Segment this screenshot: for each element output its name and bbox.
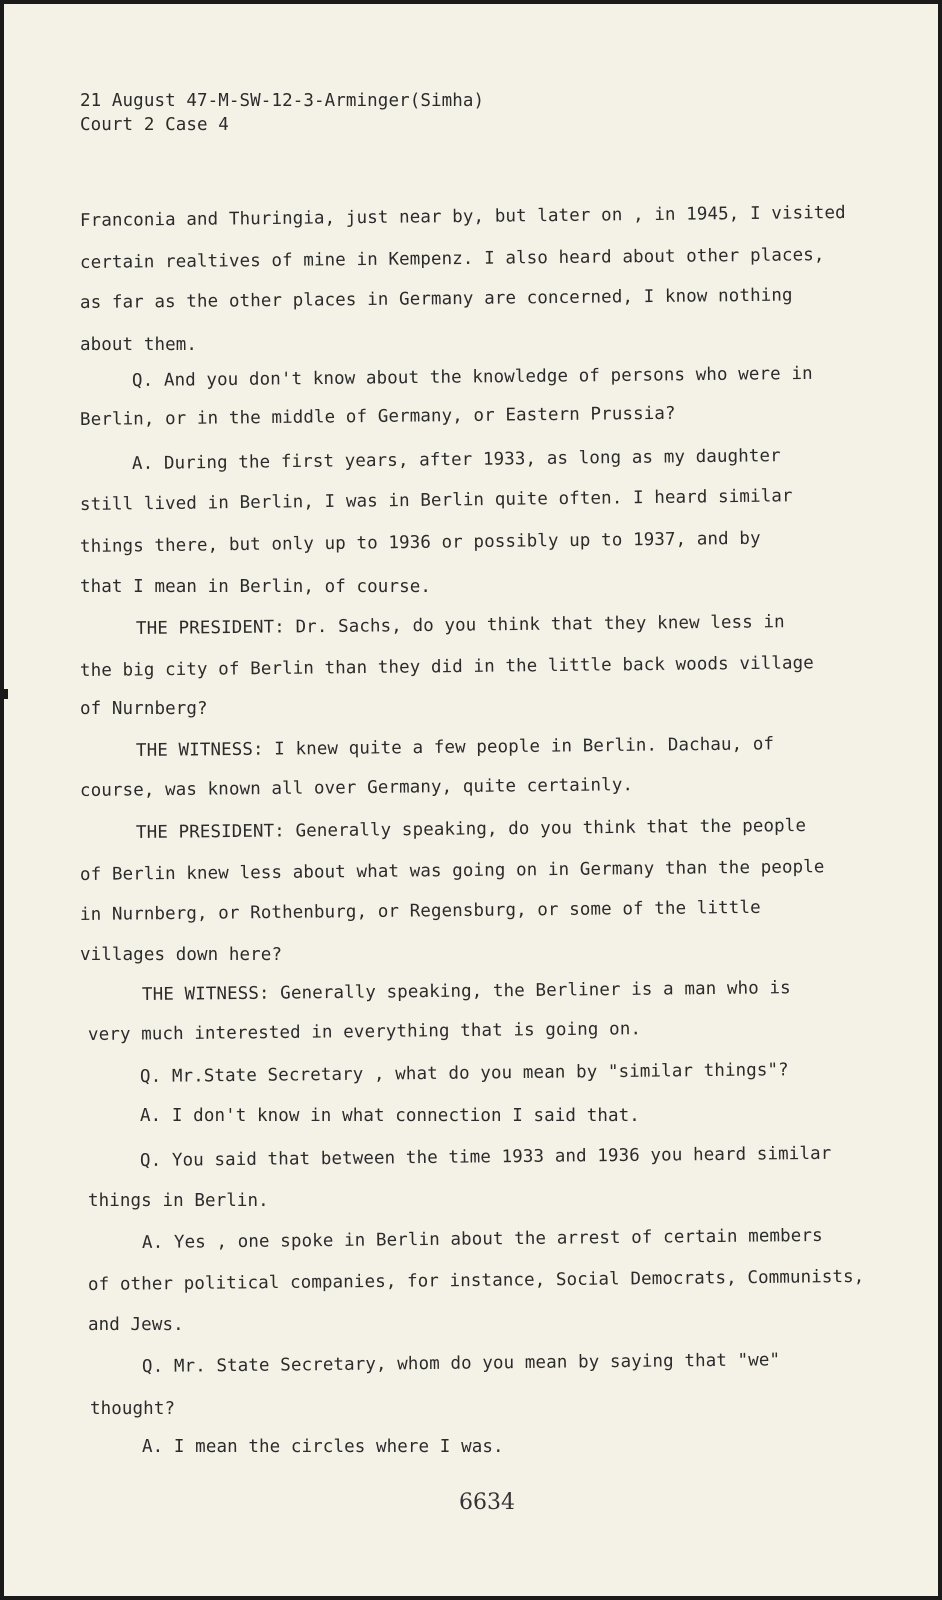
- transcript-line: THE WITNESS: Generally speaking, the Berliner is a man who is: [141, 978, 791, 1005]
- header-court-case: Court 2 Case 4: [80, 115, 229, 135]
- transcript-line: as far as the other places in Germany are concerned, I know nothing: [79, 285, 793, 313]
- transcript-line: villages down here?: [80, 945, 283, 965]
- transcript-line: Berlin, or in the middle of Germany, or Eastern Prussia?: [79, 403, 676, 430]
- transcript-line: still lived in Berlin, I was in Berlin quite often. I heard similar: [79, 486, 793, 515]
- transcript-line: Q. And you don't know about the knowledge of persons who were in: [131, 363, 813, 391]
- transcript-line: Franconia and Thuringia, just near by, but later on , in 1945, I visited: [79, 202, 846, 231]
- header-date-reference: 21 August 47-M-SW-12-3-Arminger(Simha): [80, 91, 485, 111]
- transcript-line: certain realtives of mine in Kempenz. I also heard about other places,: [79, 245, 825, 273]
- page-number: 6634: [459, 1490, 515, 1515]
- transcript-line: THE PRESIDENT: Dr. Sachs, do you think that they knew less in: [135, 612, 785, 639]
- transcript-line: of other political companies, for instance, Social Democrats, Communists,: [87, 1266, 865, 1295]
- transcript-line: things there, but only up to 1936 or possibly up to 1937, and by: [79, 528, 761, 557]
- transcript-line: A. I mean the circles where I was.: [142, 1437, 504, 1457]
- transcript-line: THE WITNESS: I knew quite a few people in Berlin. Dachau, of: [135, 734, 775, 761]
- transcript-line: course, was known all over Germany, quite certainly.: [79, 775, 634, 801]
- transcript-line: Q. Mr. State Secretary, whom do you mean by saying that "we": [141, 1350, 781, 1377]
- transcript-line: very much interested in everything that is going on.: [87, 1019, 642, 1045]
- transcript-line: things in Berlin.: [88, 1191, 269, 1211]
- transcript-line: Q. You said that between the time 1933 and 1936 you heard similar: [139, 1143, 832, 1171]
- transcript-line: that I mean in Berlin, of course.: [80, 577, 431, 597]
- transcript-line: A. During the first years, after 1933, as long as my daughter: [131, 446, 781, 474]
- transcript-line: the big city of Berlin than they did in the little back woods village: [79, 653, 814, 681]
- transcript-line: thought?: [90, 1399, 176, 1419]
- transcript-line: in Nurnberg, or Rothenburg, or Regensburg, or some of the little: [79, 897, 761, 925]
- transcript-line: of Nurnberg?: [80, 699, 208, 719]
- transcript-line: A. Yes , one spoke in Berlin about the arrest of certain members: [141, 1225, 823, 1253]
- transcript-line: A. I don't know in what connection I said that.: [140, 1106, 640, 1126]
- transcript-line: Q. Mr.State Secretary , what do you mean by "similar things"?: [139, 1060, 789, 1087]
- transcript-line: about them.: [80, 335, 197, 355]
- transcript-line: THE PRESIDENT: Generally speaking, do you think that the people: [135, 815, 807, 843]
- transcript-line: and Jews.: [88, 1315, 184, 1335]
- transcript-line: of Berlin knew less about what was going on in Germany than the people: [79, 857, 825, 885]
- margin-mark: [4, 689, 8, 699]
